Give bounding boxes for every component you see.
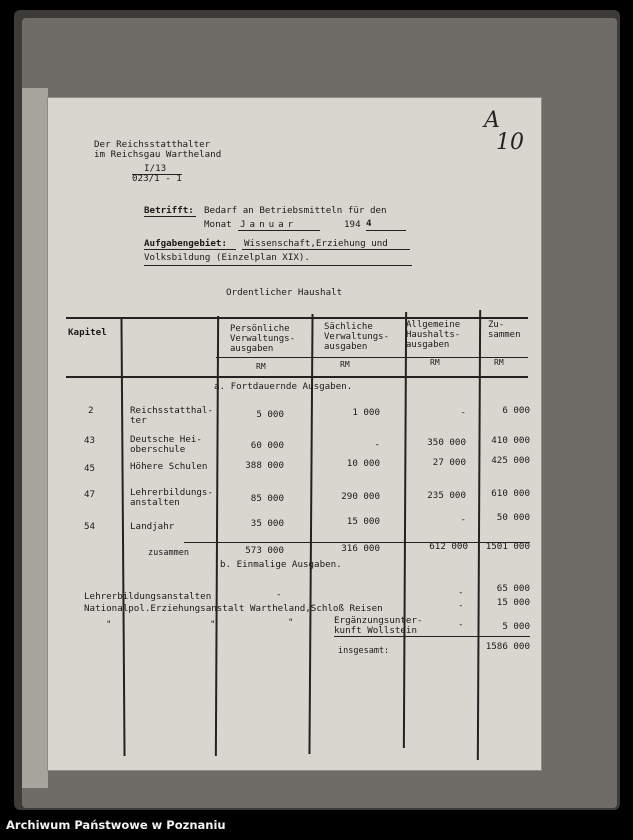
unit-general: RM <box>430 358 440 367</box>
once-total: 15 000 <box>496 597 530 608</box>
col-header-personal-line1: Persönliche <box>230 324 290 334</box>
label-cell: Höhere Schulen <box>130 461 208 472</box>
personal-cell: 5 000 <box>256 409 284 420</box>
archive-name: Archiwum Państwowe w Poznaniu <box>6 818 226 832</box>
section-a-heading: a. Fortdauernde Ausgaben. <box>214 381 353 392</box>
kapitel-cell: 54 <box>84 521 96 532</box>
total-cell: 410 000 <box>491 435 530 446</box>
folder-edge <box>22 88 48 788</box>
total-cell: 610 000 <box>491 488 530 499</box>
ref-line-1: I/13 <box>144 163 167 174</box>
subject-text: Bedarf an Betriebsmitteln für den <box>204 205 387 216</box>
ditto-mark-3: " <box>288 617 294 628</box>
sum-total: 1501 000 <box>485 541 530 552</box>
col-header-total-line2: sammen <box>488 330 521 340</box>
year-underline <box>366 230 406 231</box>
sum-label: zusammen <box>148 548 189 558</box>
material-cell: 15 000 <box>346 516 380 527</box>
area-text-1: Wissenschaft,Erziehung und <box>244 238 388 249</box>
area-underline-2 <box>144 265 412 266</box>
total-cell: 50 000 <box>496 512 530 523</box>
col-header-total-line1: Zu- <box>488 320 505 330</box>
kapitel-cell: 45 <box>84 463 96 474</box>
col-header-general-line2: Haushalts- <box>406 330 461 340</box>
col-header-material-line1: Sächliche <box>324 322 373 332</box>
material-cell: - <box>374 439 380 450</box>
once-total: 65 000 <box>496 583 530 594</box>
sender-line-2: im Reichsgau Wartheland <box>94 149 222 160</box>
personal-cell: 85 000 <box>250 493 284 504</box>
kapitel-cell: 2 <box>88 405 94 416</box>
once-label: Nationalpol.Erziehungsanstalt Wartheland,Schloß Reisen <box>84 603 383 614</box>
total-cell: 6 000 <box>502 405 530 416</box>
general-cell: 235 000 <box>427 490 466 501</box>
col-header-material <box>324 322 389 352</box>
month-value: Januar <box>240 219 298 230</box>
area-label: Aufgabengebiet: <box>144 238 227 249</box>
col-header-general-line1: Allgemeine <box>406 320 461 330</box>
label-cell: Landjahr <box>130 521 175 532</box>
once-total: 5 000 <box>502 621 530 632</box>
ref-line-2: 023/1 - 1 <box>132 173 182 184</box>
material-cell: 10 000 <box>346 458 380 469</box>
sum-material: 316 000 <box>341 543 380 554</box>
once-dash-1: - <box>458 619 464 630</box>
section-title: Ordentlicher Haushalt <box>226 287 343 298</box>
unit-personal: RM <box>256 362 266 371</box>
section-b-heading: b. Einmalige Ausgaben. <box>220 559 342 570</box>
unit-total: RM <box>494 358 504 367</box>
col-header-general-line3: ausgaben <box>406 340 450 350</box>
year-prefix: 194 <box>344 219 361 230</box>
year-suffix: 4 <box>366 218 372 229</box>
handwritten-letter: A <box>484 108 500 133</box>
area-text-2: Volksbildung (Einzelplan XIX). <box>144 252 310 263</box>
col-header-kapitel: Kapitel <box>68 327 107 338</box>
label-cell-2: oberschule <box>130 444 186 455</box>
personal-cell: 388 000 <box>245 460 284 471</box>
total-cell: 425 000 <box>491 455 530 466</box>
kapitel-cell: 47 <box>84 489 96 500</box>
col-header-total <box>488 320 521 340</box>
general-cell: 350 000 <box>427 437 466 448</box>
once-dash-2: - <box>458 587 464 598</box>
grand-rule <box>334 636 530 637</box>
personal-cell: 35 000 <box>250 518 284 529</box>
label-cell-2: anstalten <box>130 497 180 508</box>
col-header-material-line3: ausgaben <box>324 342 368 352</box>
archive-caption <box>0 810 633 840</box>
table-top-rule <box>66 317 528 319</box>
header-bottom-rule <box>66 376 528 378</box>
once-dash-1: - <box>458 600 464 611</box>
label-cell: Deutsche Hei- <box>130 434 202 445</box>
kapitel-cell: 43 <box>84 435 96 446</box>
grand-label: insgesamt: <box>338 646 390 656</box>
once-label: Ergänzungsunter- <box>334 615 423 626</box>
col-divider-material <box>308 314 313 754</box>
unit-material: RM <box>340 360 350 369</box>
document-sheet <box>48 98 541 770</box>
col-header-personal-line3: ausgaben <box>230 344 274 354</box>
label-cell: Lehrerbildungs- <box>130 487 213 498</box>
label-cell: Reichsstatthal- <box>130 405 213 416</box>
personal-cell: 60 000 <box>250 440 284 451</box>
unit-rule <box>216 357 528 358</box>
ditto-mark-2: " <box>210 619 216 630</box>
general-cell: 27 000 <box>432 457 466 468</box>
grand-total: 1586 000 <box>485 641 530 652</box>
col-header-personal-line2: Verwaltungs- <box>230 334 296 344</box>
area-underline-1 <box>242 249 410 250</box>
once-label: Lehrerbildungsanstalten <box>84 591 212 602</box>
once-label-2: kunft Wollstein <box>334 625 417 636</box>
material-cell: 290 000 <box>341 491 380 502</box>
col-header-material-line2: Verwaltungs- <box>324 332 390 342</box>
general-cell: - <box>460 514 466 525</box>
area-label-underline <box>144 249 236 250</box>
handwritten-number: 10 <box>496 130 524 155</box>
subject-label-underline <box>144 216 196 217</box>
col-header-personal <box>230 324 295 354</box>
sum-general: 612 000 <box>429 541 468 552</box>
sum-personal: 573 000 <box>245 545 284 556</box>
once-dash-1: - <box>276 589 282 600</box>
sender-line-1: Der Reichsstatthalter <box>94 139 211 150</box>
month-underline <box>238 230 320 231</box>
material-cell: 1 000 <box>352 407 380 418</box>
month-prefix: Monat <box>204 219 232 230</box>
subject-label: Betrifft: <box>144 205 194 216</box>
label-cell-2: ter <box>130 415 147 426</box>
ditto-mark-1: " <box>106 619 112 630</box>
general-cell: - <box>460 407 466 418</box>
col-header-general <box>406 320 460 350</box>
col-divider-kapitel <box>120 318 125 756</box>
